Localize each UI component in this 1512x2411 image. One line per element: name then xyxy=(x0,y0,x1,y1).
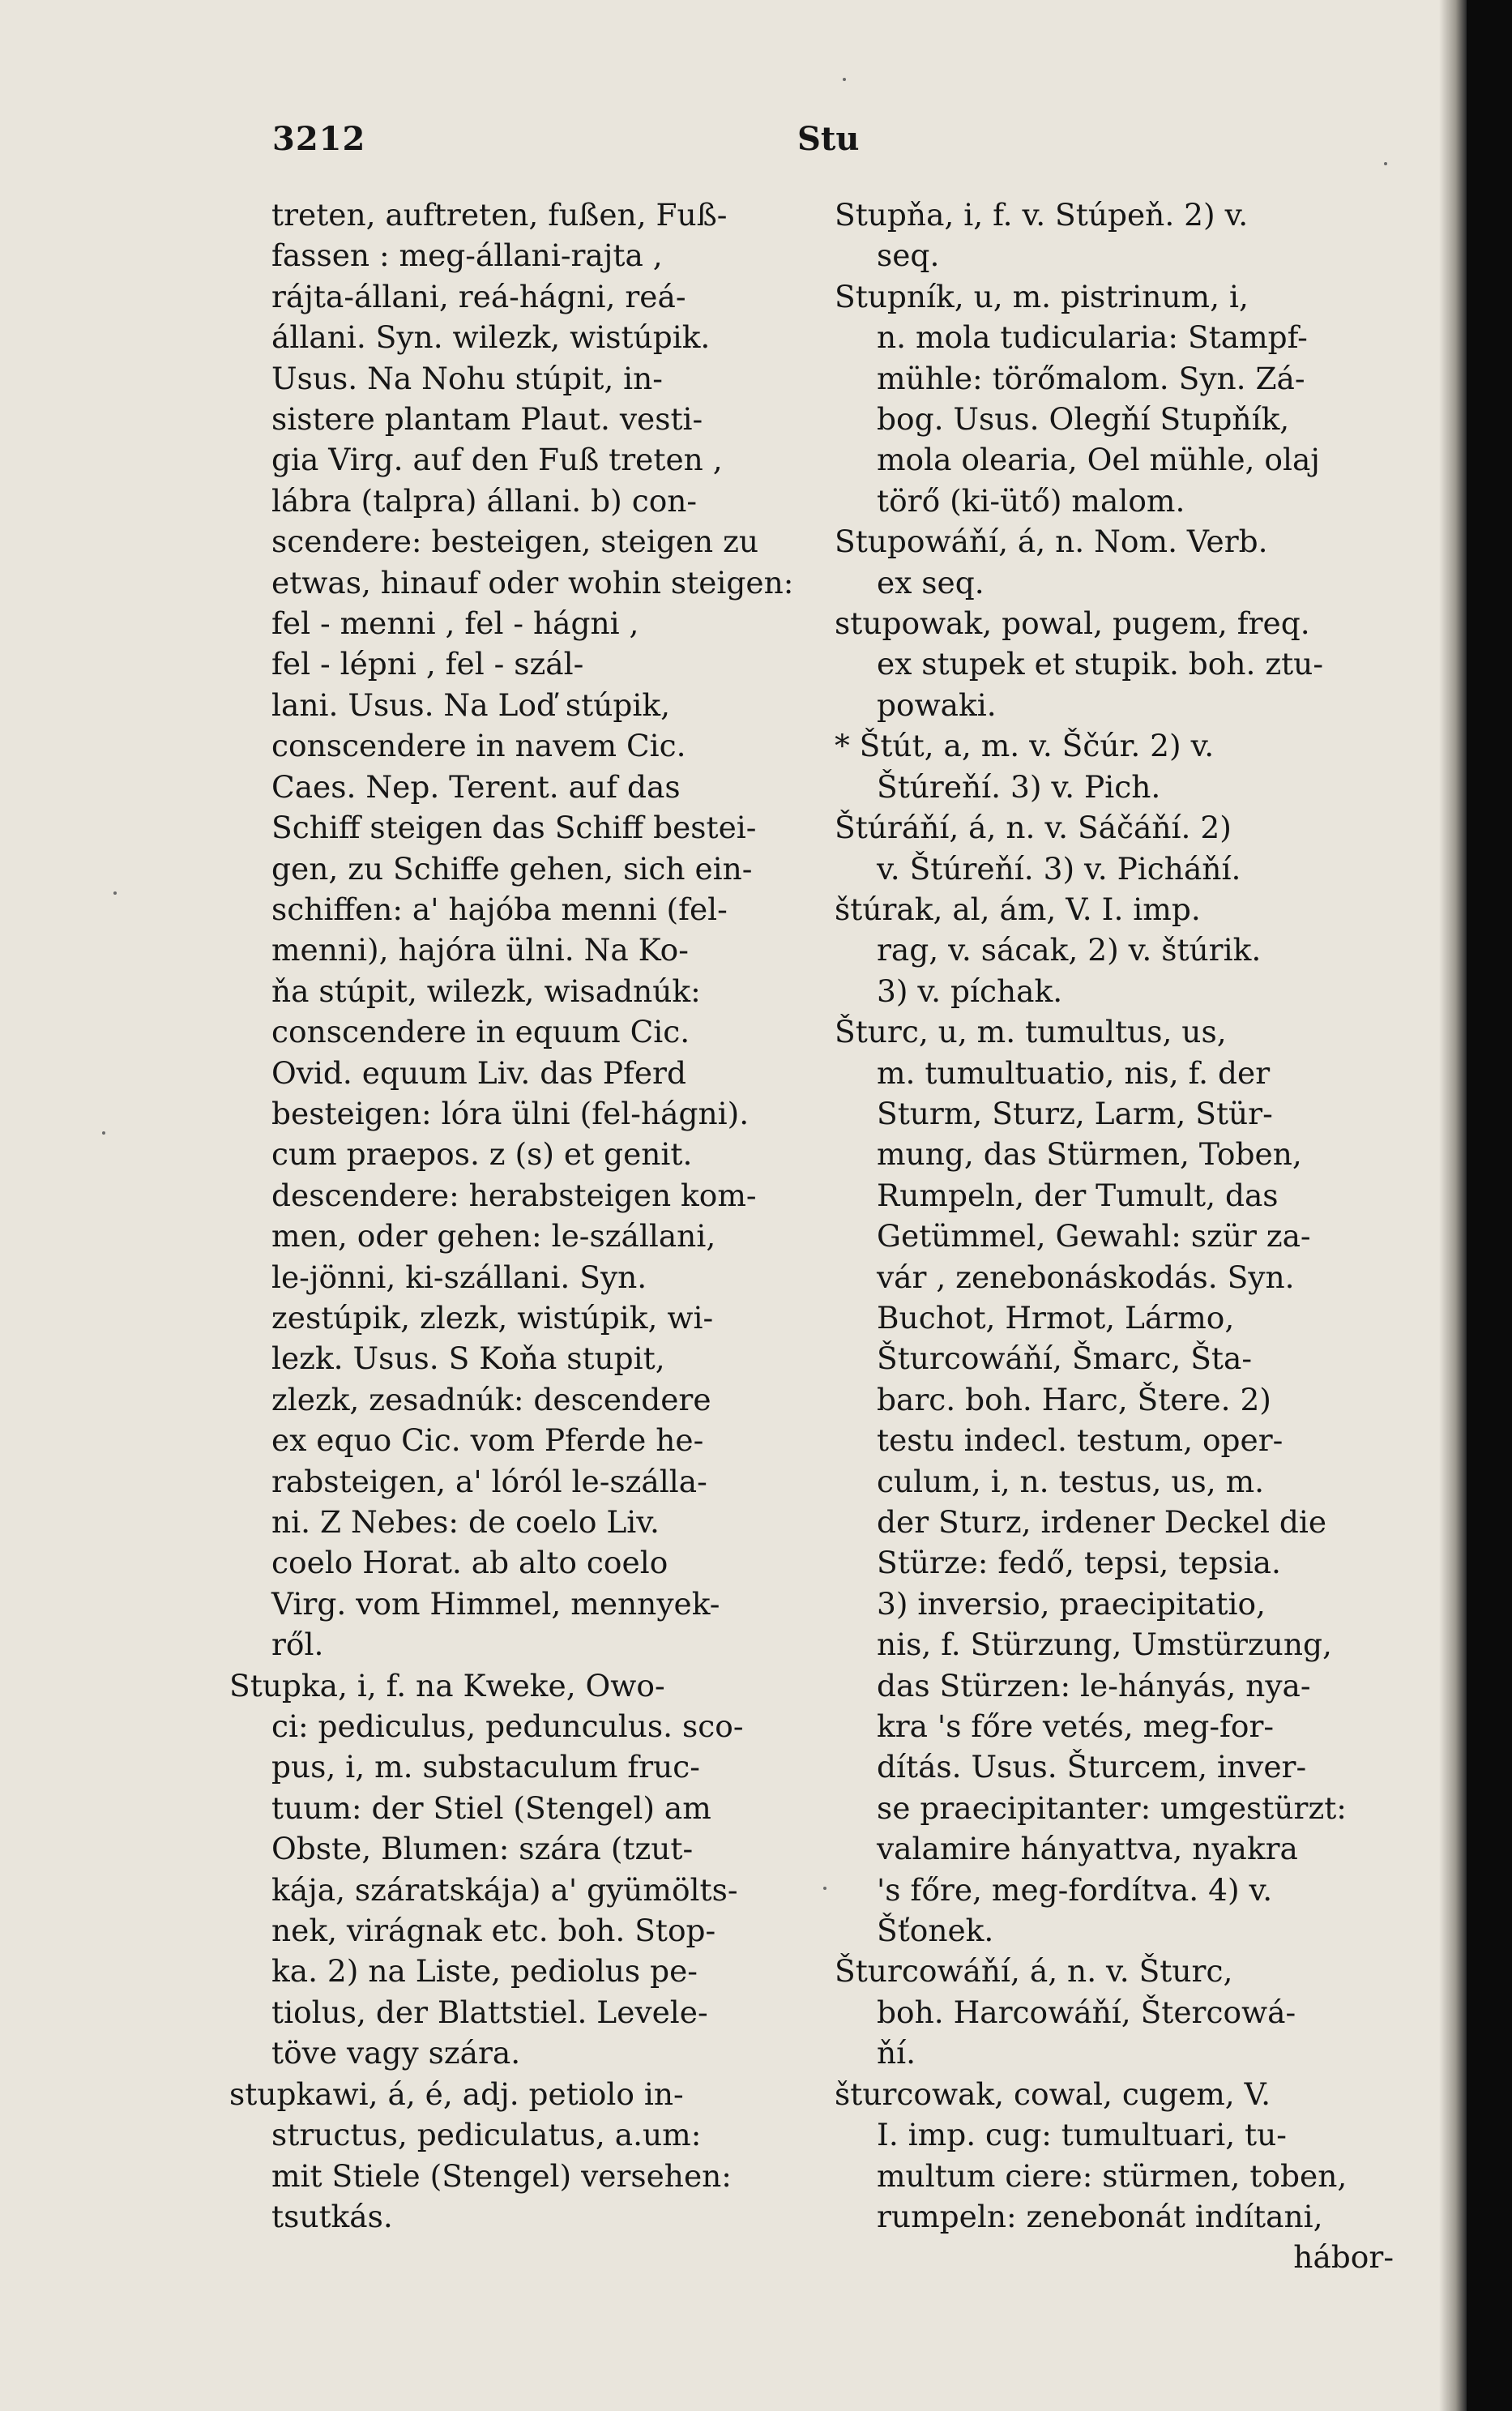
dictionary-text-line: rájta-állani, reá-hágni, reá- xyxy=(271,278,686,314)
dictionary-text-line: Sturm, Sturz, Larm, Stür- xyxy=(877,1095,1273,1131)
dictionary-text-line: ci: pediculus, pedunculus. sco- xyxy=(271,1708,744,1745)
dictionary-text-line: állani. Syn. wilezk, wistúpik. xyxy=(271,319,711,356)
dictionary-text-line: fel - menni , fel - hágni , xyxy=(271,605,639,642)
dictionary-text-line: gia Virg. auf den Fuß treten , xyxy=(271,442,723,478)
dictionary-text-line: Rumpeln, der Tumult, das xyxy=(877,1177,1279,1213)
running-head: Stu xyxy=(797,120,860,158)
dictionary-text-line: cum praepos. z (s) et genit. xyxy=(271,1136,693,1173)
dictionary-text-line: men, oder gehen: le-szállani, xyxy=(271,1218,716,1255)
dictionary-text-line: törő (ki-ütő) malom. xyxy=(877,482,1185,519)
dictionary-text-line: treten, auftreten, fußen, Fuß- xyxy=(271,197,728,233)
dictionary-entry-headline: stupowak, powal, pugem, freq. xyxy=(835,605,1310,642)
dictionary-text-line: töve vagy szára. xyxy=(271,2035,521,2071)
dictionary-text-line: tsutkás. xyxy=(271,2198,393,2234)
dictionary-entry-headline: štúrak, al, ám, V. I. imp. xyxy=(835,891,1201,927)
dictionary-text-line: rag, v. sácak, 2) v. štúrik. xyxy=(877,932,1262,968)
dictionary-text-line: ňa stúpit, wilezk, wisadnúk: xyxy=(271,973,701,1009)
dictionary-text-line: ex stupek et stupik. boh. ztu- xyxy=(877,646,1324,682)
dictionary-text-line: Caes. Nep. Terent. auf das xyxy=(271,768,681,805)
right-column xyxy=(835,195,1418,2278)
dictionary-text-line: besteigen: lóra ülni (fel-hágni). xyxy=(271,1095,750,1131)
dictionary-text-line: Štúreňí. 3) v. Pich. xyxy=(877,768,1161,805)
dictionary-text-line: lábra (talpra) állani. b) con- xyxy=(271,482,698,519)
dictionary-text-line: se praecipitanter: umgestürzt: xyxy=(877,1789,1347,1826)
dictionary-text-line: bog. Usus. Olegňí Stupňík, xyxy=(877,401,1290,438)
dictionary-text-line: Buchot, Hrmot, Lármo, xyxy=(877,1299,1235,1336)
dictionary-text-line: 3) inversio, praecipitatio, xyxy=(877,1585,1266,1622)
dictionary-text-line: der Sturz, irdener Deckel die xyxy=(877,1504,1327,1540)
dictionary-text-line: coelo Horat. ab alto coelo xyxy=(271,1545,668,1581)
dictionary-text-line: ex seq. xyxy=(877,564,985,601)
dictionary-text-line: lezk. Usus. S Koňa stupit, xyxy=(271,1340,665,1377)
dictionary-text-line: pus, i, m. substaculum fruc- xyxy=(271,1749,700,1785)
dictionary-text-line: Šťonek. xyxy=(877,1913,994,1949)
dictionary-text-line: lani. Usus. Na Loď stúpik, xyxy=(271,686,671,723)
dictionary-text-line: n. mola tudicularia: Stampf- xyxy=(877,319,1308,356)
dictionary-text-line: sistere plantam Plaut. vesti- xyxy=(271,401,703,438)
dictionary-text-line: Šturcowáňí, Šmarc, Šta- xyxy=(877,1340,1253,1377)
paper-speck xyxy=(843,78,846,81)
dictionary-text-line: vár , zenebonáskodás. Syn. xyxy=(877,1259,1295,1295)
paper-speck xyxy=(823,1887,826,1890)
dictionary-entry-headline: šturcowak, cowal, cugem, V. xyxy=(835,2075,1271,2112)
dictionary-entry-headline: Stupka, i, f. na Kweke, Owo- xyxy=(229,1667,665,1704)
dictionary-text-line: ex equo Cic. vom Pferde he- xyxy=(271,1422,704,1459)
paper-speck xyxy=(1384,162,1387,165)
dictionary-text-line: boh. Harcowáňí, Štercowá- xyxy=(877,1994,1296,2030)
dictionary-text-line: ka. 2) na Liste, pediolus pe- xyxy=(271,1953,698,1990)
dictionary-text-line: zestúpik, zlezk, wistúpik, wi- xyxy=(271,1299,714,1336)
dictionary-text-line: tuum: der Stiel (Stengel) am xyxy=(271,1789,711,1826)
dictionary-text-line: rumpeln: zenebonát indítani, xyxy=(877,2198,1323,2234)
dictionary-text-line: tiolus, der Blattstiel. Levele- xyxy=(271,1994,708,2030)
page-gutter-shadow xyxy=(1439,0,1467,2411)
dictionary-entry-headline: * Štút, a, m. v. Ščúr. 2) v. xyxy=(835,728,1215,764)
dictionary-entry-headline: Stupowáňí, á, n. Nom. Verb. xyxy=(835,524,1268,560)
dictionary-text-line: conscendere in navem Cic. xyxy=(271,728,686,764)
dictionary-text-line: menni), hajóra ülni. Na Ko- xyxy=(271,932,689,968)
dictionary-text-line: I. imp. cug: tumultuari, tu- xyxy=(877,2117,1287,2153)
dictionary-entry-headline: Štúráňí, á, n. v. Sáčáňí. 2) xyxy=(835,810,1232,846)
left-column xyxy=(229,195,809,2237)
dictionary-text-line: powaki. xyxy=(877,686,997,723)
dictionary-text-line: mit Stiele (Stengel) versehen: xyxy=(271,2157,732,2194)
dictionary-text-line: Obste, Blumen: szára (tzut- xyxy=(271,1831,694,1867)
dictionary-text-line: fassen : meg-állani-rajta , xyxy=(271,237,663,274)
book-binding-edge xyxy=(1467,0,1512,2411)
dictionary-text-line: ňí. xyxy=(877,2035,916,2071)
dictionary-text-line: m. tumultuatio, nis, f. der xyxy=(877,1054,1271,1091)
dictionary-text-line: structus, pediculatus, a.um: xyxy=(271,2117,702,2153)
dictionary-text-line: 3) v. píchak. xyxy=(877,973,1063,1009)
dictionary-text-line: ni. Z Nebes: de coelo Liv. xyxy=(271,1504,660,1540)
page-number: 3212 xyxy=(272,120,366,158)
dictionary-text-line: mung, das Stürmen, Toben, xyxy=(877,1136,1302,1173)
dictionary-text-line: Getümmel, Gewahl: szür za- xyxy=(877,1218,1311,1255)
dictionary-text-line: Stürze: fedő, tepsi, tepsia. xyxy=(877,1545,1281,1581)
paper-speck xyxy=(102,1131,105,1135)
dictionary-text-line: rabsteigen, a' lóról le-szálla- xyxy=(271,1463,707,1499)
dictionary-text-line: gen, zu Schiffe gehen, sich ein- xyxy=(271,850,753,887)
dictionary-entry-headline: Šturc, u, m. tumultus, us, xyxy=(835,1014,1227,1050)
dictionary-text-line: seq. xyxy=(877,237,940,274)
dictionary-text-line: kra 's főre vetés, meg-for- xyxy=(877,1708,1275,1745)
dictionary-text-line: fel - lépni , fel - szál- xyxy=(271,646,584,682)
dictionary-text-line: ről. xyxy=(271,1627,324,1663)
dictionary-text-line: schiffen: a' hajóba menni (fel- xyxy=(271,891,728,927)
dictionary-text-line: das Stürzen: le-hányás, nya- xyxy=(877,1667,1311,1704)
dictionary-text-line: Virg. vom Himmel, mennyek- xyxy=(271,1585,720,1622)
dictionary-text-line: mola olearia, Oel mühle, olaj xyxy=(877,442,1320,478)
dictionary-text-line: descendere: herabsteigen kom- xyxy=(271,1177,757,1213)
dictionary-text-line: kája, száratskája) a' gyümölts- xyxy=(271,1871,738,1908)
dictionary-text-line: multum ciere: stürmen, toben, xyxy=(877,2157,1348,2194)
dictionary-text-line: zlezk, zesadnúk: descendere xyxy=(271,1381,711,1417)
dictionary-entry-headline: Stupňa, i, f. v. Stúpeň. 2) v. xyxy=(835,197,1249,233)
dictionary-text-line: Usus. Na Nohu stúpit, in- xyxy=(271,360,663,396)
dictionary-text-line: testu indecl. testum, oper- xyxy=(877,1422,1283,1459)
dictionary-entry-headline: Stupník, u, m. pistrinum, i, xyxy=(835,278,1249,314)
dictionary-text-line: Ovid. equum Liv. das Pferd xyxy=(271,1054,686,1091)
dictionary-text-line: 's főre, meg-fordítva. 4) v. xyxy=(877,1871,1273,1908)
dictionary-entry-headline: Šturcowáňí, á, n. v. Šturc, xyxy=(835,1953,1233,1990)
paper-speck xyxy=(113,891,117,895)
dictionary-text-line: valamire hányattva, nyakra xyxy=(877,1831,1298,1867)
dictionary-text-line: Schiff steigen das Schiff bestei- xyxy=(271,810,757,846)
dictionary-entry-headline: stupkawi, á, é, adj. petiolo in- xyxy=(229,2075,684,2112)
dictionary-text-line: scendere: besteigen, steigen zu xyxy=(271,524,759,560)
dictionary-text-line: conscendere in equum Cic. xyxy=(271,1014,690,1050)
dictionary-text-line: le-jönni, ki-szállani. Syn. xyxy=(271,1259,647,1295)
dictionary-text-line: barc. boh. Harc, Štere. 2) xyxy=(877,1381,1271,1417)
dictionary-text-line: nis, f. Stürzung, Umstürzung, xyxy=(877,1627,1332,1663)
dictionary-text-line: mühle: törőmalom. Syn. Zá- xyxy=(877,360,1305,396)
dictionary-text-line: v. Štúreňí. 3) v. Picháňí. xyxy=(877,850,1241,887)
dictionary-text-line: culum, i, n. testus, us, m. xyxy=(877,1463,1265,1499)
dictionary-text-line: etwas, hinauf oder wohin steigen: xyxy=(271,564,794,601)
dictionary-text-line: hábor- xyxy=(1293,2239,1394,2276)
dictionary-text-line: nek, virágnak etc. boh. Stop- xyxy=(271,1913,716,1949)
dictionary-text-line: dítás. Usus. Šturcem, inver- xyxy=(877,1749,1307,1785)
